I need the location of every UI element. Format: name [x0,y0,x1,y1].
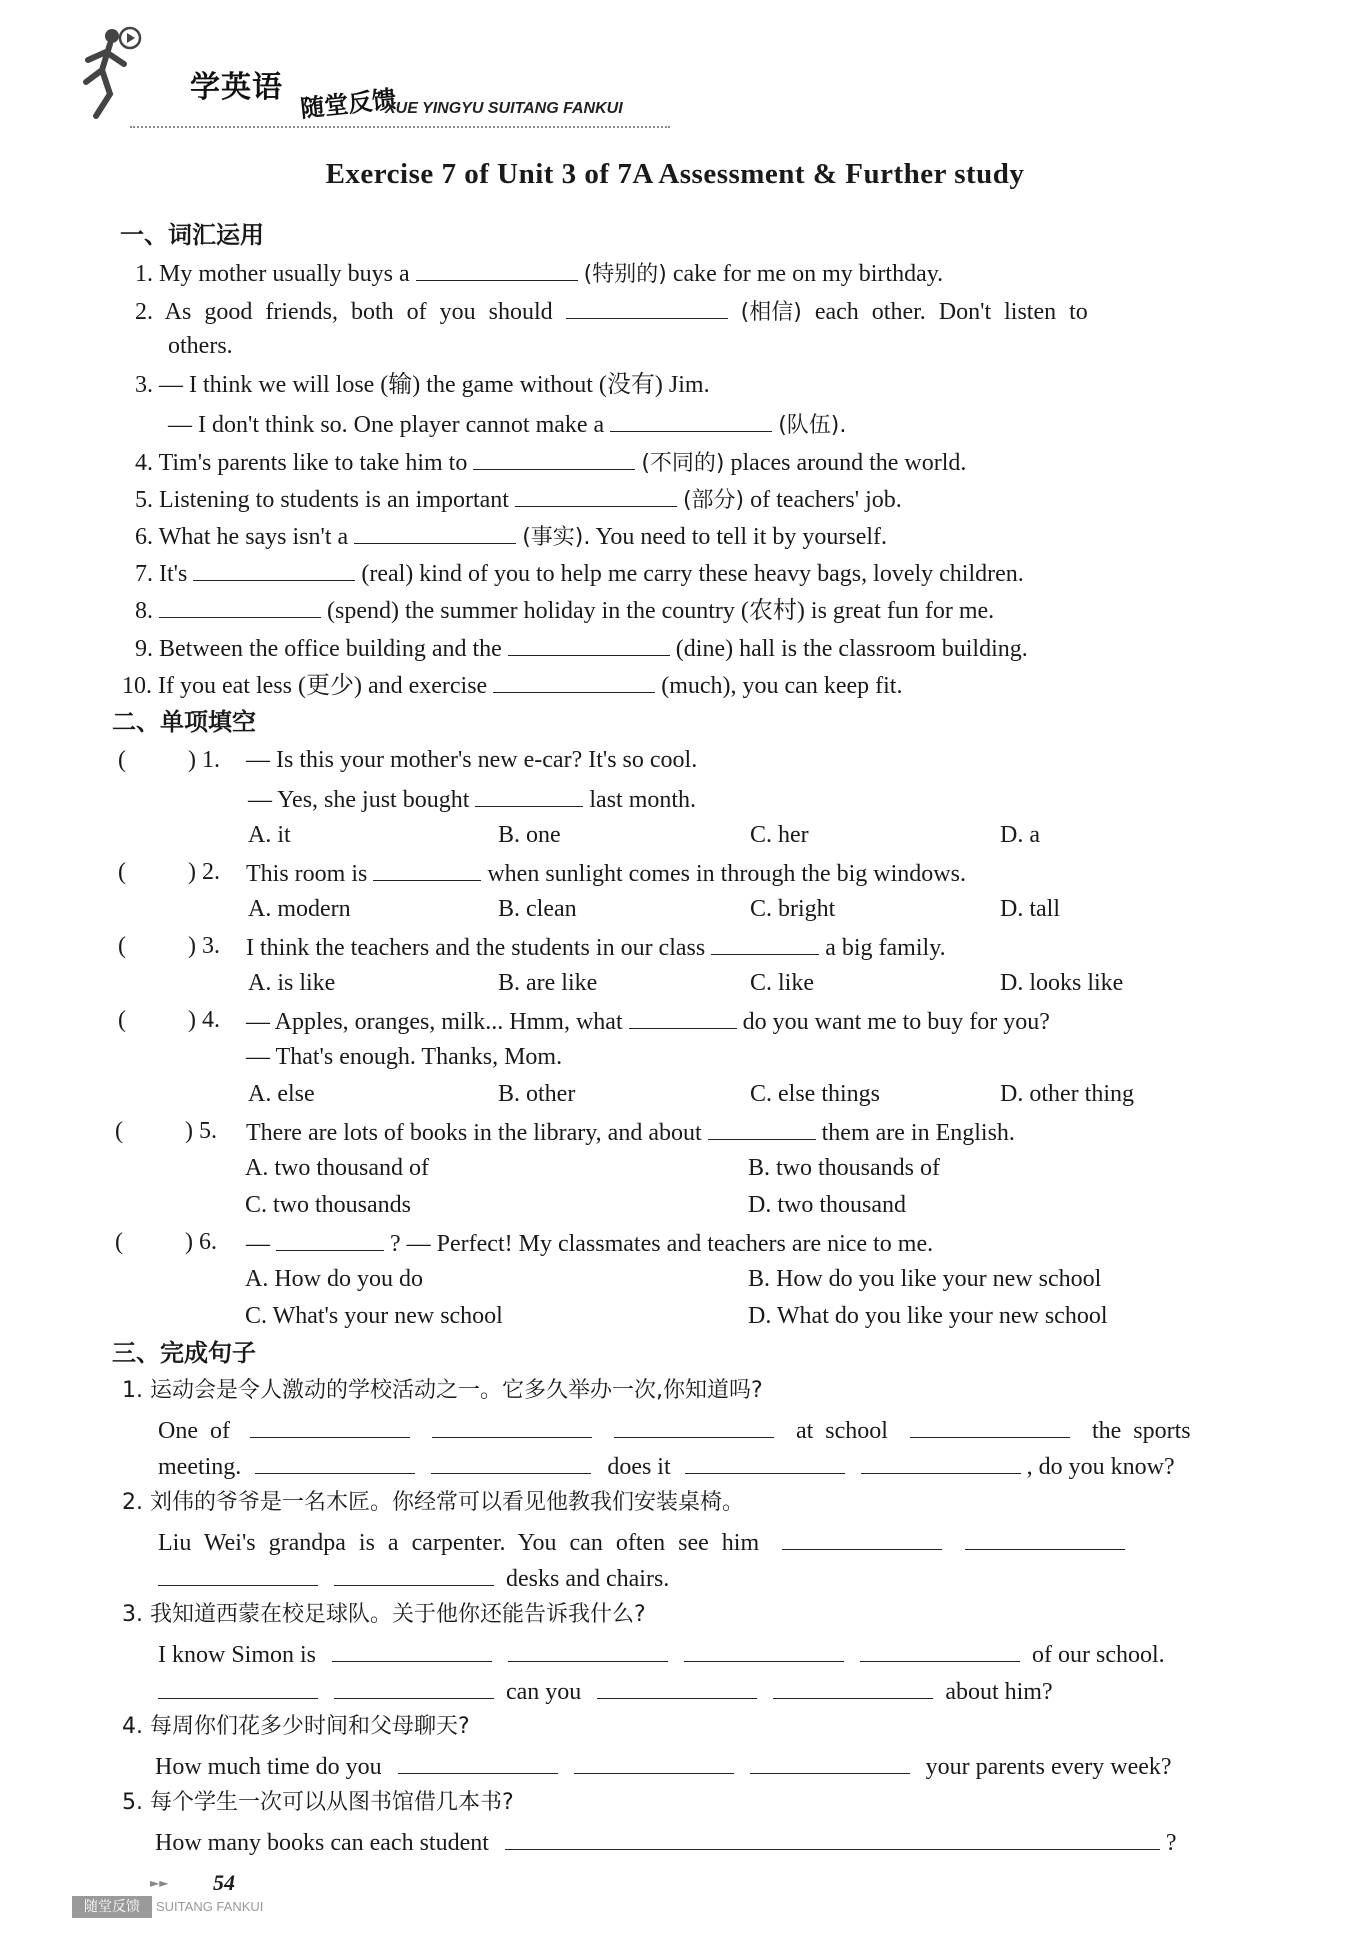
s3-q1-line2 [158,1450,1175,1482]
s2-q4-num: ) 4. [188,1007,220,1033]
s1-q7-pre: 7. It's [135,561,188,587]
s1-q2-hint: (相信) [740,300,802,325]
s1-q10-hint: (much), [661,673,737,699]
s2-q3-num: ) 3. [188,933,220,959]
footer-brand [72,1896,272,1918]
s3-q2-blank-1[interactable] [782,1526,942,1550]
s3-q2-l1: Liu Wei's grandpa is a carpenter. You can often see him [158,1530,760,1556]
s3-q1-line1 [158,1414,1191,1446]
s2-q6-option-c[interactable]: C. What's your new school [245,1303,503,1329]
s3-q3-blank-1[interactable] [332,1638,492,1662]
s1-q3b [168,408,846,441]
s3-q2-blank-4[interactable] [334,1562,494,1586]
s2-q6-pre: — [246,1231,270,1257]
s3-q4-blank-2[interactable] [574,1750,734,1774]
s3-q4-blank-1[interactable] [398,1750,558,1774]
s1-q1-pre: 1. My mother usually buys a [135,261,410,287]
s2-q5-answer-paren[interactable]: ( [115,1118,123,1144]
s1-q5-post: of teachers' job. [750,487,902,513]
s1-q5-pre: 5. Listening to students is an important [135,487,509,513]
page-number: 54 [213,1870,235,1895]
s1-q2-post: each other. Don't listen to [814,299,1088,325]
s3-q1-l1-a: One of [158,1418,230,1444]
s1-q10-blank[interactable] [493,669,655,693]
page-title: Exercise 7 of Unit 3 of 7A Assessment & Further study [325,158,1025,190]
s1-q10-pre: 10. If you eat less (更少) and exercise [122,673,488,699]
header-subtitle: 随堂反馈 [299,85,398,123]
s2-q5-option-a[interactable]: A. two thousand of [245,1155,429,1181]
footer-brand-box: 随堂反馈 [72,1896,152,1918]
s1-q10 [122,669,902,701]
s1-q9-pre: 9. Between the office building and the [135,636,502,662]
s1-q6-post: You need to tell it by yourself. [595,524,888,550]
s3-q2-line2 [158,1562,669,1594]
s3-q1-blank-5[interactable] [255,1450,415,1474]
s3-q3-l1-b: of our school. [1032,1642,1165,1668]
section1-heading: 一、词汇运用 [120,221,264,249]
page-arrow-icon: ►► [150,1876,169,1890]
s2-q1-option-a[interactable]: A. it [248,822,291,848]
s2-q5-pre: There are lots of books in the library, and about [246,1120,702,1146]
s2-q4-post: do you want me to buy for you? [742,1009,1050,1035]
s1-q4-pre: 4. Tim's parents like to take him to [135,450,468,476]
s3-q3-blank-6[interactable] [334,1675,494,1699]
s1-q5-blank[interactable] [515,483,677,507]
s1-q8-post: the summer holiday in the country (农村) is great fun for me. [404,598,995,624]
s2-q1-stem2-pre: — Yes, she just bought [248,787,470,813]
s2-q5-option-b[interactable]: B. two thousands of [748,1155,940,1181]
s1-q8-hint: (spend) [327,598,399,624]
s3-q5-cn: 5. 每个学生一次可以从图书馆借几本书? [122,1790,514,1815]
s2-q5-blank[interactable] [708,1116,816,1140]
s3-q1-l2-a: meeting. [158,1454,242,1480]
s1-q3-blank[interactable] [610,408,772,432]
s2-q2-option-b[interactable]: B. clean [498,896,577,922]
s2-q5-stem [246,1116,1015,1148]
s3-q2-cn: 2. 刘伟的爷爷是一名木匠。你经常可以看见他教我们安装桌椅。 [122,1490,744,1515]
s2-q4-pre: — Apples, oranges, milk... Hmm, what [246,1009,623,1035]
s3-q1-l2-c: , do you know? [1026,1454,1175,1480]
s1-q6-hint: (事实). [522,525,591,550]
s2-q2-option-c[interactable]: C. bright [750,896,836,922]
s2-q6-blank[interactable] [276,1227,384,1251]
s1-q9-post: hall is the classroom building. [739,636,1028,662]
s2-q6-option-a[interactable]: A. How do you do [245,1266,423,1292]
s3-q1-l1-b: at school [795,1418,888,1444]
s2-q3-answer-paren[interactable]: ( [118,933,126,959]
s2-q3-blank[interactable] [711,931,819,955]
s1-q4 [135,446,966,479]
s1-q1 [135,257,943,290]
s2-q4-option-a[interactable]: A. else [248,1081,315,1107]
s1-q9 [135,632,1028,664]
s2-q6-stem [246,1227,933,1259]
s3-q3-l2-b: about him? [945,1679,1053,1705]
s2-q4-stem2: — That's enough. Thanks, Mom. [246,1044,563,1070]
s3-q4-l1-a: How much time do you [155,1754,382,1780]
s3-q5-l1-a: How many books can each student [155,1830,489,1856]
s3-q4-line1 [155,1750,1172,1782]
book-header [60,18,680,128]
s1-q2-pre: 2. As good friends, both of you should [135,299,553,325]
s3-q3-blank-7[interactable] [597,1675,757,1699]
s2-q1-option-c[interactable]: C. her [750,822,809,848]
s1-q3b-pre: — I don't think so. One player cannot make a [168,412,605,438]
s3-q5-l1-b: ? [1165,1830,1177,1856]
s2-q6-post: ? — Perfect! My classmates and teachers are nice to me. [390,1231,934,1257]
s3-q2-blank-2[interactable] [965,1526,1125,1550]
section3-heading: 三、完成句子 [112,1339,256,1367]
s1-q7-post: kind of you to help me carry these heavy bags, lovely children. [419,561,1024,587]
s2-q1-stem: — Is this your mother's new e-car? It's so cool. [246,747,698,773]
s1-q5 [135,483,902,516]
s3-q2-line1 [158,1526,1125,1558]
s2-q4-option-c[interactable]: C. else things [750,1081,880,1107]
s3-q5-blank-1[interactable] [505,1826,1160,1850]
s2-q3-pre: I think the teachers and the students in our class [246,935,706,961]
footer-brand-text: SUITANG FANKUI [156,1899,264,1914]
s2-q1-stem2 [248,783,696,815]
header-title: 学英语 [190,70,283,105]
s2-q4-option-b[interactable]: B. other [498,1081,576,1107]
s3-q5-line1 [155,1826,1177,1858]
s3-q3-blank-8[interactable] [773,1675,933,1699]
s1-q4-blank[interactable] [473,446,635,470]
s3-q1-blank-8[interactable] [861,1450,1021,1474]
s2-q4-option-d[interactable]: D. other thing [1000,1081,1134,1107]
s2-q2-post: when sunlight comes in through the big windows. [487,861,966,887]
s1-q9-hint: (dine) [675,636,734,662]
s1-q6-pre: 6. What he says isn't a [135,524,349,550]
s2-q4-blank[interactable] [629,1005,737,1029]
s1-q9-blank[interactable] [508,632,670,656]
s1-q6-blank[interactable] [354,520,516,544]
s2-q2-option-a[interactable]: A. modern [248,896,351,922]
s1-q3a: 3. — I think we will lose (输) the game without (没有) Jim. [135,372,710,398]
s3-q3-cn: 3. 我知道西蒙在校足球队。关于他你还能告诉我什么? [122,1602,646,1627]
s3-q1-blank-4[interactable] [910,1414,1070,1438]
s2-q5-post: them are in English. [821,1120,1015,1146]
s2-q3-option-b[interactable]: B. are like [498,970,598,996]
s3-q1-l1-c: the sports [1091,1418,1191,1444]
s1-q8 [135,594,994,626]
s2-q2-num: ) 2. [188,859,220,885]
s3-q1-blank-2[interactable] [432,1414,592,1438]
s3-q3-l1-a: I know Simon is [158,1642,317,1668]
s3-q4-l1-b: your parents every week? [925,1754,1172,1780]
s2-q1-option-b[interactable]: B. one [498,822,561,848]
s2-q5-num: ) 5. [185,1118,217,1144]
s3-q2-blank-3[interactable] [158,1562,318,1586]
s1-q8-pre: 8. [135,598,153,624]
s1-q4-post: places around the world. [730,450,967,476]
s2-q3-option-c[interactable]: C. like [750,970,814,996]
s3-q3-blank-2[interactable] [508,1638,668,1662]
s1-q7-hint: (real) [361,561,414,587]
s3-q2-l2: desks and chairs. [506,1566,670,1592]
s1-q8-blank[interactable] [159,594,321,618]
s2-q5-option-d[interactable]: D. two thousand [748,1192,906,1218]
s1-q2-blank[interactable] [566,295,728,319]
s3-q4-blank-3[interactable] [750,1750,910,1774]
s3-q3-line1 [158,1638,1165,1670]
s2-q6-option-d[interactable]: D. What do you like your new school [748,1303,1108,1329]
s3-q1-cn: 1. 运动会是令人激动的学校活动之一。它多久举办一次,你知道吗? [122,1378,763,1403]
runner-logo-icon [66,24,146,124]
s3-q1-blank-3[interactable] [614,1414,774,1438]
s1-q1-hint: (特别的) [583,262,667,287]
s2-q4-answer-paren[interactable]: ( [118,1007,126,1033]
s3-q4-cn: 4. 每周你们花多少时间和父母聊天? [122,1714,470,1739]
s2-q2-blank[interactable] [373,857,481,881]
s2-q3-post: a big family. [825,935,946,961]
s2-q1-answer-paren[interactable]: ( [118,747,126,773]
s2-q3-stem [246,931,946,963]
s1-q2 [135,295,1088,328]
s3-q3-blank-3[interactable] [684,1638,844,1662]
s2-q1-num: ) 1. [188,747,220,773]
s1-q3b-hint: (队伍). [778,413,847,438]
s1-q7-blank[interactable] [193,557,355,581]
header-divider [130,126,670,128]
s3-q1-blank-6[interactable] [431,1450,591,1474]
s3-q3-blank-5[interactable] [158,1675,318,1699]
s2-q6-num: ) 6. [185,1229,217,1255]
s2-q2-answer-paren[interactable]: ( [118,859,126,885]
s1-q6 [135,520,887,553]
s3-q3-line2 [158,1675,1053,1707]
s3-q1-blank-7[interactable] [685,1450,845,1474]
s1-q1-blank[interactable] [416,257,578,281]
s1-q5-hint: (部分) [682,488,745,513]
section2-heading: 二、单项填空 [112,708,256,736]
s2-q6-answer-paren[interactable]: ( [115,1229,123,1255]
s2-q5-option-c[interactable]: C. two thousands [245,1192,412,1218]
s2-q6-option-b[interactable]: B. How do you like your new school [748,1266,1102,1292]
s2-q2-pre: This room is [246,861,368,887]
s2-q2-option-d[interactable]: D. tall [1000,896,1060,922]
s2-q3-option-a[interactable]: A. is like [248,970,336,996]
header-pinyin: XUE YINGYU SUITANG FANKUI [385,100,623,117]
s2-q1-option-d[interactable]: D. a [1000,822,1040,848]
s1-q2-cont: others. [168,333,233,359]
s1-q1-post: cake for me on my birthday. [672,261,944,287]
s2-q1-stem2-post: last month. [589,787,697,813]
s2-q1-blank[interactable] [475,783,583,807]
s2-q2-stem [246,857,966,889]
s1-q4-hint: (不同的) [641,451,725,476]
s1-q7 [135,557,1024,589]
s3-q3-l2-a: can you [506,1679,582,1705]
s2-q3-option-d[interactable]: D. looks like [1000,970,1124,996]
s2-q4-stem [246,1005,1050,1037]
s3-q1-l2-b: does it [607,1454,671,1480]
s3-q1-blank-1[interactable] [250,1414,410,1438]
s3-q3-blank-4[interactable] [860,1638,1020,1662]
s1-q10-post: you can keep fit. [742,673,903,699]
